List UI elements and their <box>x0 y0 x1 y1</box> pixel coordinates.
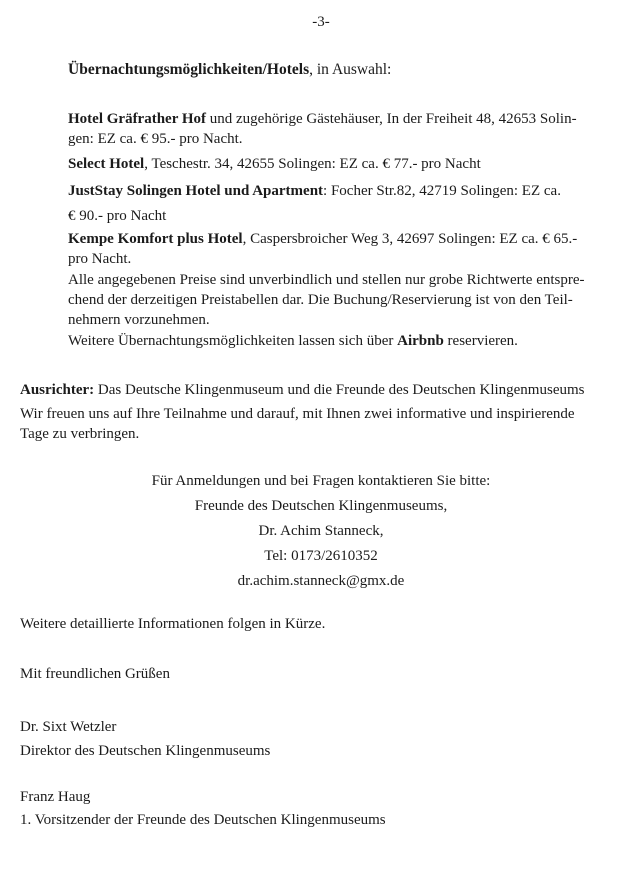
text-line: chend der derzeitigen Preistabellen dar. Die Buchung/Reservierung ist von den Teil- <box>68 292 573 308</box>
hotels-heading <box>68 60 391 80</box>
text-line: Dr. Achim Stanneck, <box>258 523 384 539</box>
hotel-entry-juststay-price <box>68 206 166 226</box>
text-line: Alle angegebenen Preise sind unverbindlich und stellen nur grobe Richtwerte entspre- <box>68 272 585 288</box>
text-line: Mit freundlichen Grüßen <box>20 666 170 682</box>
text-line: Kempe Komfort plus Hotel, Caspersbroicher Weg 3, 42697 Solingen: EZ ca. € 65.- <box>68 231 578 247</box>
signature-chairman <box>20 786 386 832</box>
text-line: Hotel Gräfrather Hof und zugehörige Gästehäuser, In der Freiheit 48, 42653 Solin- <box>68 111 577 127</box>
text-line: Übernachtungsmöglichkeiten/Hotels, in Auswahl: <box>68 61 392 78</box>
text-line: nehmern vorzunehmen. <box>68 312 210 328</box>
text-line: 1. Vorsitzender der Freunde des Deutschen Klingenmuseums <box>20 812 386 828</box>
text-line: Ausrichter: Das Deutsche Klingenmuseum und die Freunde des Deutschen Klingenmuseums <box>20 382 585 398</box>
contact-block <box>0 469 642 594</box>
text-line: Tel: 0173/2610352 <box>264 548 378 564</box>
organizer-line <box>20 380 584 400</box>
further-info-line <box>20 614 325 634</box>
text-line: Tage zu verbringen. <box>20 426 140 442</box>
text-line: Wir freuen uns auf Ihre Teilnahme und darauf, mit Ihnen zwei informative und inspirierende <box>20 406 575 422</box>
signature-director <box>20 715 270 763</box>
text-line: Für Anmeldungen und bei Fragen kontaktieren Sie bitte: <box>151 473 491 489</box>
page-number: -3- <box>312 14 330 30</box>
text-line: JustStay Solingen Hotel und Apartment: Focher Str.82, 42719 Solingen: EZ ca. <box>68 183 561 199</box>
text-line: Dr. Sixt Wetzler <box>20 719 117 735</box>
text-line: Weitere detaillierte Informationen folgen in Kürze. <box>20 616 326 632</box>
text-line: dr.achim.stanneck@gmx.de <box>237 573 405 589</box>
prices-disclaimer-paragraph <box>68 270 585 330</box>
text-line: Franz Haug <box>20 789 91 805</box>
hotel-entry-kempe <box>68 229 577 269</box>
text-line: gen: EZ ca. € 95.- pro Nacht. <box>68 131 243 147</box>
hotel-entry-graefrather-hof <box>68 109 577 149</box>
text-line: € 90.- pro Nacht <box>68 208 167 224</box>
text-line: Freunde des Deutschen Klingenmuseums, <box>194 498 448 514</box>
text-line: Weitere Übernachtungsmöglichkeiten lassen sich über Airbnb reservieren. <box>68 333 518 349</box>
airbnb-note <box>68 331 518 351</box>
closing-salutation <box>20 664 170 684</box>
hotel-entry-juststay <box>68 181 561 201</box>
anticipation-paragraph <box>20 404 575 444</box>
text-line: pro Nacht. <box>68 251 132 267</box>
text-line: Select Hotel, Teschestr. 34, 42655 Solingen: EZ ca. € 77.- pro Nacht <box>68 156 481 172</box>
text-line: Direktor des Deutschen Klingenmuseums <box>20 743 271 759</box>
hotel-entry-select-hotel <box>68 154 481 174</box>
